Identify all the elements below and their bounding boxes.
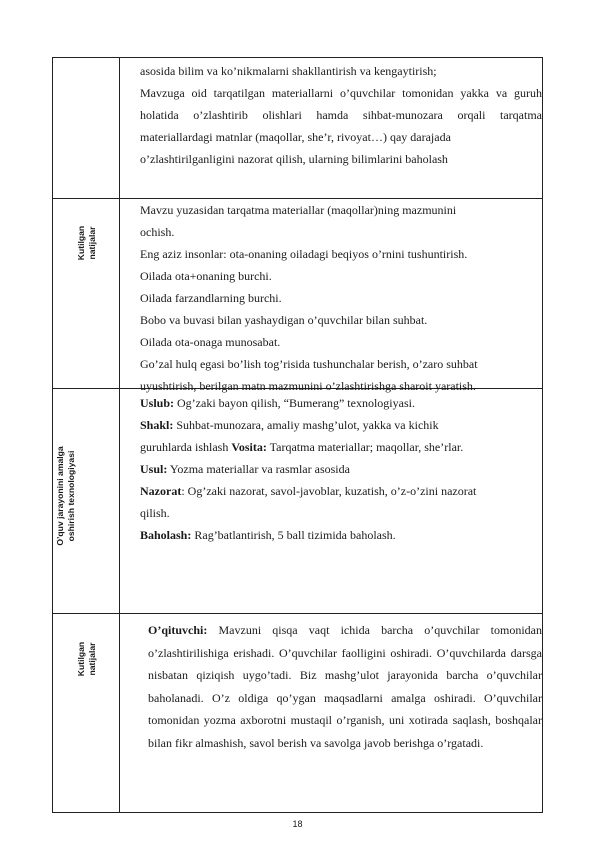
lesson-plan-table [52, 57, 543, 813]
oqituvchi-paragraph [148, 619, 542, 754]
row3-side-label [55, 426, 77, 566]
side-label-line: O’quv jarayonini amalga [55, 446, 65, 546]
oqituvchi-label: O’qituvchi: [148, 623, 208, 637]
row2-line: Oilada farzandlarning burchi. [140, 291, 282, 305]
row2-line: uyushtirish, berilgan matn mazmunini o’zlashtirishga sharoit yaratish. [140, 379, 476, 393]
side-label-line: Kutilgan [76, 641, 86, 677]
nazorat-text: : Og’zaki nazorat, savol-javoblar, kuzatish, o’z-o’zini nazorat [181, 484, 477, 498]
row2-line: Oilada ota-onaga munosabat. [140, 335, 281, 349]
oqituvchi-text: Mavzuni qisqa vaqt ichida barcha o’quvchilar tomonidan o’zlashtirilishiga erishadi. O’quvchilar faolligini oshiradi. O’quvchilarda darsga nisbatan qiziqish uygo’tadi. Biz mashg’ulot jarayonida barcha o’quvchilar baholanadi. O’z oldiga qo’ygan maqsadlarni amalga oshiradi. O’quvchilar tomonidan yozma axborotni mustaqil o’rganish, uni xotirada saqlash, boshqalar bilan fikr almashish, savol berish va savolga javob berishga o’rgatadi. [148, 623, 542, 750]
row4-content [148, 619, 542, 754]
uslub-text: Og’zaki bayon qilish, “Bumerang” texnologiyasi. [174, 396, 415, 410]
row2-line: ochish. [140, 225, 175, 239]
shakl-line [140, 414, 542, 436]
shakl-label: Shakl: [140, 418, 174, 432]
page-number: 18 [292, 819, 303, 829]
row2-line: Eng aziz insonlar: ota-onaning oiladagi beqiyos o’rnini tushuntirish. [140, 247, 468, 261]
row2-side-label [76, 193, 98, 293]
shakl-text: Suhbat-munozara, amaliy mashg’ulot, yakka va kichik [173, 418, 439, 432]
side-label-line: natijalar [87, 226, 97, 260]
baholash-text: Rag’batlantirish, 5 ball tizimida baholash. [191, 528, 396, 542]
row1-content [140, 60, 542, 170]
side-label-line: Kutilgan [76, 225, 86, 261]
nazorat-line-continued: qilish. [140, 506, 170, 520]
baholash-line [140, 524, 542, 546]
row1-line: o’zlashtirilganligini nazorat qilish, ularning bilimlarini baholash [140, 152, 448, 166]
nazorat-line [140, 480, 542, 502]
row2-line: Go’zal hulq egasi bo’lish tog’risida tushunchalar berish, o’zaro suhbat [140, 357, 478, 371]
row1-line: asosida bilim va ko’nikmalarni shakllantirish va kengaytirish; [140, 64, 437, 78]
nazorat-label: Nazorat [140, 484, 182, 498]
usul-label: Usul: [140, 462, 168, 476]
row4-side-label [76, 609, 98, 709]
row3-content [140, 392, 542, 546]
uslub-line [140, 392, 542, 414]
column-divider [119, 58, 120, 812]
row2-line: Oilada ota+onaning burchi. [140, 269, 272, 283]
side-label-line: oshirish texnologiyasi [66, 450, 76, 542]
vosita-label: Vosita: [231, 440, 267, 454]
row1-paragraph: Mavzuga oid tarqatilgan materiallarni o’quvchilar tomonidan yakka va guruh holatida o’zlashtirib olishlari hamda sihbat-munozara orqali tarqatma materiallardagi matnlar (maqollar, she’r, rivoyat…) qay darajada [140, 86, 542, 144]
row2-line: Bobo va buvasi bilan yashaydigan o’quvchilar bilan suhbat. [140, 313, 428, 327]
shakl-vosita-line [140, 436, 542, 458]
uslub-label: Uslub: [140, 396, 175, 410]
usul-text: Yozma materiallar va rasmlar asosida [167, 462, 350, 476]
side-label-line: natijalar [87, 642, 97, 676]
shakl-text-continued: guruhlarda ishlash [140, 440, 232, 454]
vosita-text: Tarqatma materiallar; maqollar, she’rlar. [266, 440, 464, 454]
usul-line [140, 458, 542, 480]
baholash-label: Baholash: [140, 528, 192, 542]
row-divider [53, 613, 542, 614]
row2-content [140, 199, 542, 397]
row2-line: Mavzu yuzasidan tarqatma materiallar (maqollar)ning mazmunini [140, 203, 457, 217]
